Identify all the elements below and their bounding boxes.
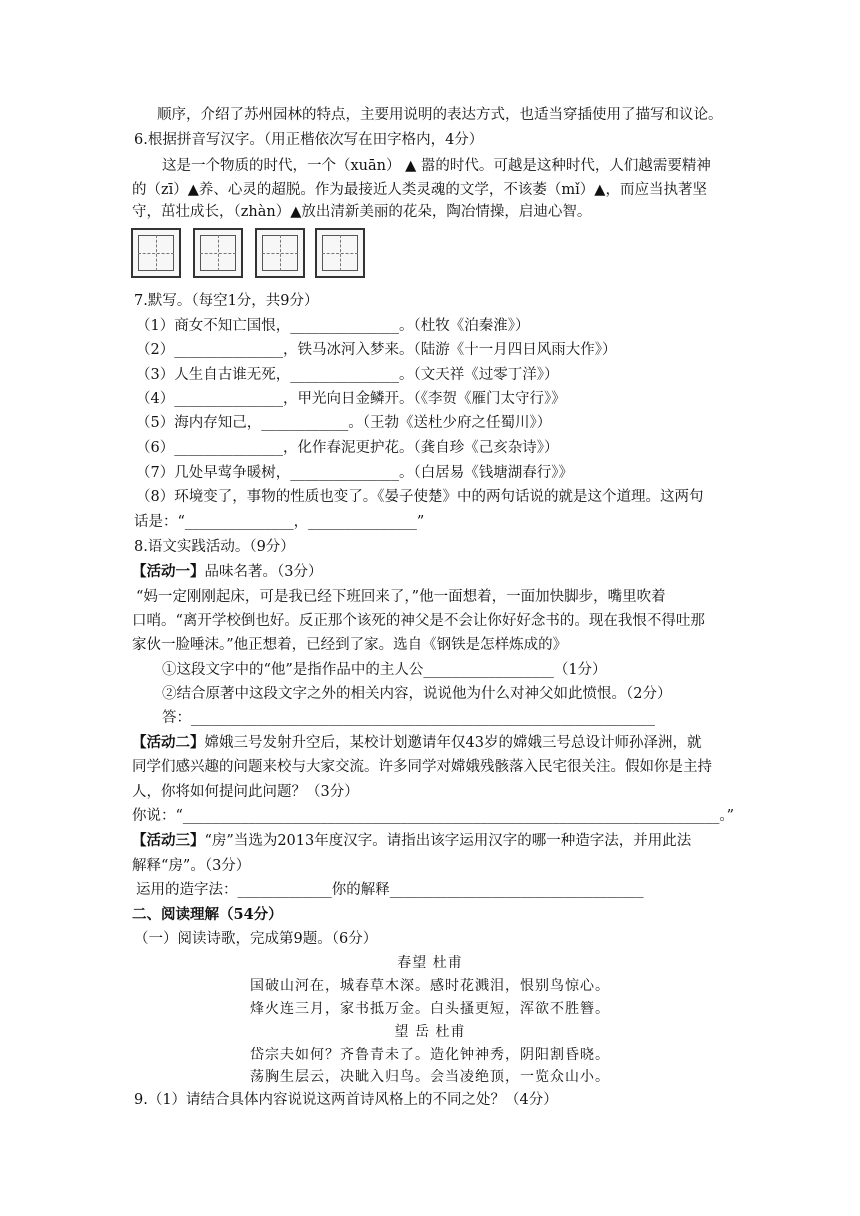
section-2-title: 二、阅读理解（54分） [132,906,283,923]
tianzige-grid-group [131,228,371,280]
section-2-subtitle: （一）阅读诗歌，完成第9题。（6分） [134,931,378,947]
activity-1-title: 品味名著。（3分） [204,564,323,580]
text-line: 顺序，介绍了苏州园林的特点，主要用说明的表达方式，也适当穿插使用了描写和议论。 [157,107,723,123]
poem-1-line: 国破山河在，城春草木深。感时花溅泪，恨别鸟惊心。 [250,978,610,994]
question-7-item: （6）_______________，化作春泥更护花。（龚自珍《己亥杂诗》） [136,440,559,456]
activity-2-passage: 人，你将如何提问此问题？（3分） [132,784,359,800]
activity-2-tag: 【活动二】 [132,734,205,751]
tianzige-box[interactable] [193,228,243,278]
question-7-item: （4）_______________，甲光向日金鳞开。（《李贺《雁门太守行》》 [136,391,566,407]
question-7-item: （8）环境变了，事物的性质也变了。《晏子使楚》中的两句话说的就是这个道理。这两句 [136,489,704,505]
activity-1-heading [132,562,322,582]
activity-2-passage: 同学们感兴趣的问题来校与大家交流。许多同学对嫦娥残骸落入民宅很关注。假如你是主持 [132,759,712,775]
activity-1-passage: 口哨。“离开学校倒也好。反正那个该死的神父是不会让你好好念书的。现在我恨不得吐那 [132,613,705,629]
tianzige-box[interactable] [255,228,305,278]
poem-2-title: 望 岳 杜甫 [394,1024,466,1040]
activity-1-passage: 家伙一脸唾沫。”他正想着，已经到了家。选自《钢铁是怎样炼成的》 [132,637,568,653]
question-6-passage: 这是一个物质的时代，一个（xuān） ▲ 嚣的时代。可越是这种时代，人们越需要精神 [162,158,711,174]
question-6-title: 6.根据拼音写汉字。（用正楷依次写在田字格内，4分） [134,132,484,148]
poem-1-line: 烽火连三月，家书抵万金。白头搔更短，浑欲不胜簪。 [250,1001,610,1017]
question-8-title: 8.语文实践活动。（9分） [134,539,295,555]
question-7-item: （2）_______________，铁马冰河入梦来。（陆游《十一月四日风雨大作》） [136,342,617,358]
question-9-1: 9.（1）请结合具体内容说说这两首诗风格上的不同之处？（4分） [134,1092,558,1108]
activity-1-answer-line[interactable]: 答：________________________________________________________________ [162,710,655,726]
activity-2-text: 嫦娥三号发射升空后，某校计划邀请年仅43岁的嫦娥三号总设计师孙泽洲，就 [204,735,702,751]
poem-1-title: 春望 杜甫 [397,955,463,971]
question-7-item: （3）人生自古谁无死，_______________。（文天祥《过零丁洋》） [136,367,559,383]
activity-1-tag: 【活动一】 [132,563,205,580]
question-7-item: （7）几处早莺争暖树，_______________。（白居易《钱塘湖春行》》 [136,465,573,481]
activity-3-text: “房”当选为2013年度汉字。请指出该字运用汉字的哪一种造字法，并用此法 [204,833,692,849]
question-6-passage: 守，茁壮成长，（zhàn）▲放出清新美丽的花朵，陶冶情操，启迪心智。 [132,204,592,220]
activity-3-answer-line[interactable]: 运用的造字法：_____________你的解释___________________________________ [136,882,644,898]
activity-2-answer-line[interactable]: 你说：“__________________________________________________________________________。” [132,808,735,824]
tianzige-box[interactable] [315,228,365,278]
tianzige-box[interactable] [131,228,181,278]
poem-2-line: 荡胸生层云，决眦入归鸟。会当凌绝顶，一览众山小。 [250,1069,610,1085]
activity-1-question: ②结合原著中这段文字之外的相关内容，说说他为什么对神父如此愤恨。（2分） [162,686,672,702]
question-7-title: 7.默写。（每空1分，共9分） [134,293,319,309]
activity-1-passage: “妈一定刚刚起床，可是我已经下班回来了，”他一面想着，一面加快脚步，嘴里吹着 [136,589,666,605]
activity-3-passage: 解释“房”。（3分） [132,858,251,874]
activity-3-tag: 【活动三】 [132,832,205,849]
poem-2-line: 岱宗夫如何？齐鲁青未了。造化钟神秀，阴阳割昏晓。 [250,1047,610,1063]
question-7-item: （5）海内存知己，____________。（王勃《送杜少府之任蜀川》） [136,415,552,431]
activity-2-line [132,733,701,753]
question-6-passage: 的（zī）▲养、心灵的超脱。作为最接近人类灵魂的文学，不该萎（mǐ）▲，而应当执著坚 [132,182,707,198]
activity-1-question: ①这段文字中的“他”是指作品中的主人公__________________（1分） [162,662,607,678]
question-7-item: 话是：“_______________，_______________” [134,514,425,530]
activity-3-line [132,831,691,851]
question-7-item: （1）商女不知亡国恨，_______________。（杜牧《泊秦淮》） [136,318,530,334]
